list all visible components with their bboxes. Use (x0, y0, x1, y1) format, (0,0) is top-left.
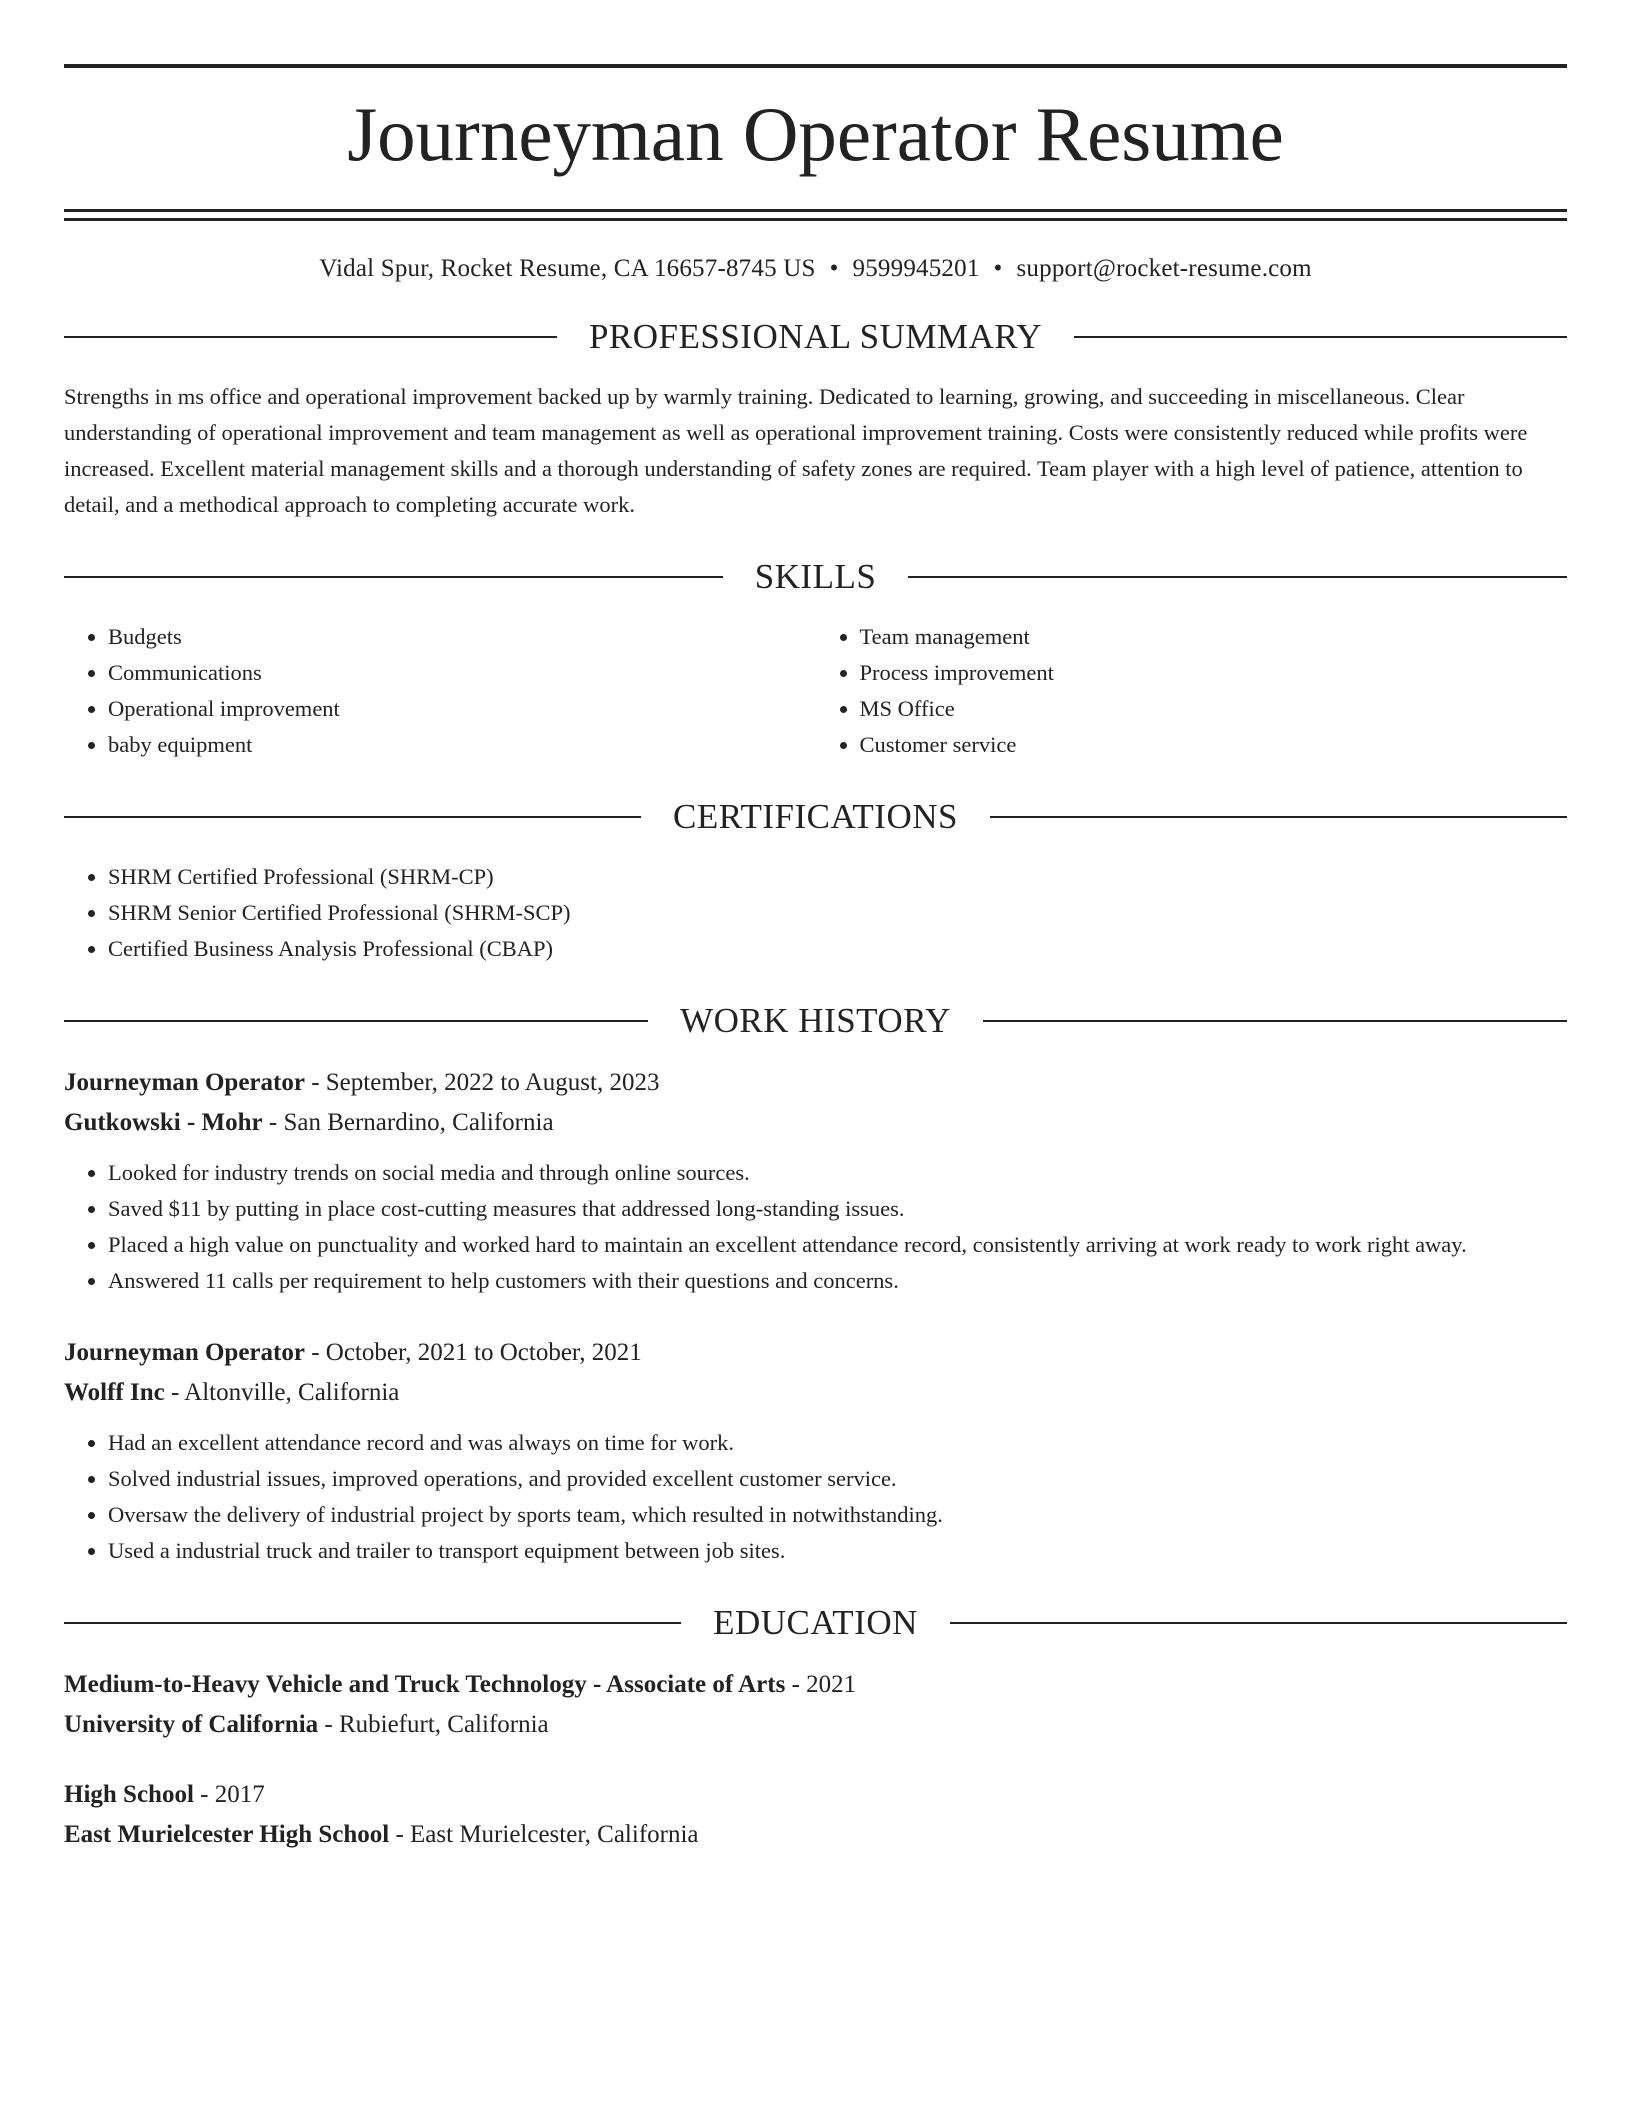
education-school-line (64, 1705, 1567, 1745)
contact-address: Vidal Spur, Rocket Resume, CA 16657-8745 US (319, 255, 816, 282)
title-double-rule (64, 209, 1567, 221)
section-header-skills (64, 557, 1567, 597)
education-school: University of California (64, 1711, 319, 1738)
job-duty-item: • Answered 11 calls per requirement to help customers with their questions and concerns. (108, 1263, 1567, 1299)
contact-separator: • (993, 255, 1003, 282)
education-degree: Medium-to-Heavy Vehicle and Truck Technology - Associate of Arts (64, 1671, 786, 1698)
job-duty-item: • Solved industrial issues, improved operations, and provided excellent customer service. (108, 1461, 1567, 1497)
contact-separator: • (829, 255, 839, 282)
certifications-list (64, 859, 1567, 967)
job-company: Wolff Inc (64, 1379, 165, 1406)
section-rule (983, 1020, 1567, 1022)
education-degree-line (64, 1665, 1567, 1705)
section-rule (64, 816, 641, 818)
title-block (64, 64, 1567, 221)
skill-item: • MS Office (860, 691, 1568, 727)
skill-item: • Process improvement (860, 655, 1568, 691)
section-title: PROFESSIONAL SUMMARY (588, 317, 1043, 356)
section-rule (908, 576, 1567, 578)
job-entry (64, 1063, 1567, 1299)
job-title: Journeyman Operator (64, 1339, 305, 1366)
job-company-line (64, 1373, 1567, 1413)
job-entry (64, 1333, 1567, 1569)
section-rule (64, 576, 723, 578)
education-location: - Rubiefurt, California (318, 1711, 549, 1738)
certification-item: • Certified Business Analysis Professional (CBAP) (108, 931, 1567, 967)
summary-text: Strengths in ms office and operational improvement backed up by warmly training. Dedicated to learning, growing, and succeeding in miscellaneous. Clear understanding of operational improvement and team management as well as operational improvement training. Costs were consistently reduced while profits were increased. Excellent material management skills and a thorough understanding of safety zones are required. Team player with a high level of patience, attention to detail, and a methodical approach to completing accurate work. (64, 384, 1528, 517)
job-company: Gutkowski - Mohr (64, 1109, 263, 1136)
job-dates: - September, 2022 to August, 2023 (304, 1069, 660, 1096)
section-title: WORK HISTORY (680, 1001, 951, 1040)
section-title: SKILLS (754, 557, 877, 596)
contact-phone: 9599945201 (852, 255, 980, 282)
certification-item: • SHRM Senior Certified Professional (SHRM-SCP) (108, 895, 1567, 931)
job-location: - Altonville, California (164, 1379, 400, 1406)
skill-item: • baby equipment (108, 727, 816, 763)
education-year: - 2021 (785, 1671, 857, 1698)
education-degree: High School (64, 1781, 194, 1808)
skills-grid (64, 619, 1567, 763)
section-header-certifications (64, 797, 1567, 837)
skill-item: • Customer service (860, 727, 1568, 763)
education-entry (64, 1665, 1567, 1745)
section-header-summary (64, 317, 1567, 357)
job-duty-item: • Had an excellent attendance record and was always on time for work. (108, 1425, 1567, 1461)
contact-email: support@rocket-resume.com (1016, 255, 1312, 282)
skill-item: • Budgets (108, 619, 816, 655)
job-company-line (64, 1103, 1567, 1143)
job-title-line (64, 1333, 1567, 1373)
section-title: EDUCATION (713, 1603, 918, 1642)
skills-list-left (64, 619, 816, 763)
resume-title: Journeyman Operator Resume (347, 91, 1284, 177)
section-rule (64, 1622, 681, 1624)
education-year: - 2017 (193, 1781, 265, 1808)
skill-item: • Operational improvement (108, 691, 816, 727)
job-title-line (64, 1063, 1567, 1103)
section-title: CERTIFICATIONS (673, 797, 958, 836)
section-rule (990, 816, 1567, 818)
resume-page (64, 64, 1567, 1885)
job-location: - San Bernardino, California (262, 1109, 554, 1136)
job-dates: - October, 2021 to October, 2021 (304, 1339, 642, 1366)
section-rule (950, 1622, 1567, 1624)
section-rule (64, 1020, 648, 1022)
education-school-line (64, 1815, 1567, 1855)
job-duties-list (64, 1155, 1567, 1299)
education-school: East Murielcester High School (64, 1821, 390, 1848)
skill-item: • Communications (108, 655, 816, 691)
education-location: - East Murielcester, California (389, 1821, 699, 1848)
section-header-work-history (64, 1001, 1567, 1041)
education-entry (64, 1775, 1567, 1855)
job-duty-item: • Saved $11 by putting in place cost-cutting measures that addressed long-standing issues. (108, 1191, 1567, 1227)
contact-line (64, 255, 1567, 283)
section-rule (1074, 336, 1567, 338)
education-degree-line (64, 1775, 1567, 1815)
section-header-education (64, 1603, 1567, 1643)
skills-list-right (816, 619, 1568, 763)
job-duty-item: • Oversaw the delivery of industrial project by sports team, which resulted in notwithstanding. (108, 1497, 1567, 1533)
job-duties-list (64, 1425, 1567, 1569)
skill-item: • Team management (860, 619, 1568, 655)
section-rule (64, 336, 557, 338)
certification-item: • SHRM Certified Professional (SHRM-CP) (108, 859, 1567, 895)
job-duty-item: • Looked for industry trends on social media and through online sources. (108, 1155, 1567, 1191)
job-duty-item: • Placed a high value on punctuality and worked hard to maintain an excellent attendance record, consistently arriving at work ready to work right away. (108, 1227, 1567, 1263)
job-duty-item: • Used a industrial truck and trailer to transport equipment between job sites. (108, 1533, 1567, 1569)
job-title: Journeyman Operator (64, 1069, 305, 1096)
